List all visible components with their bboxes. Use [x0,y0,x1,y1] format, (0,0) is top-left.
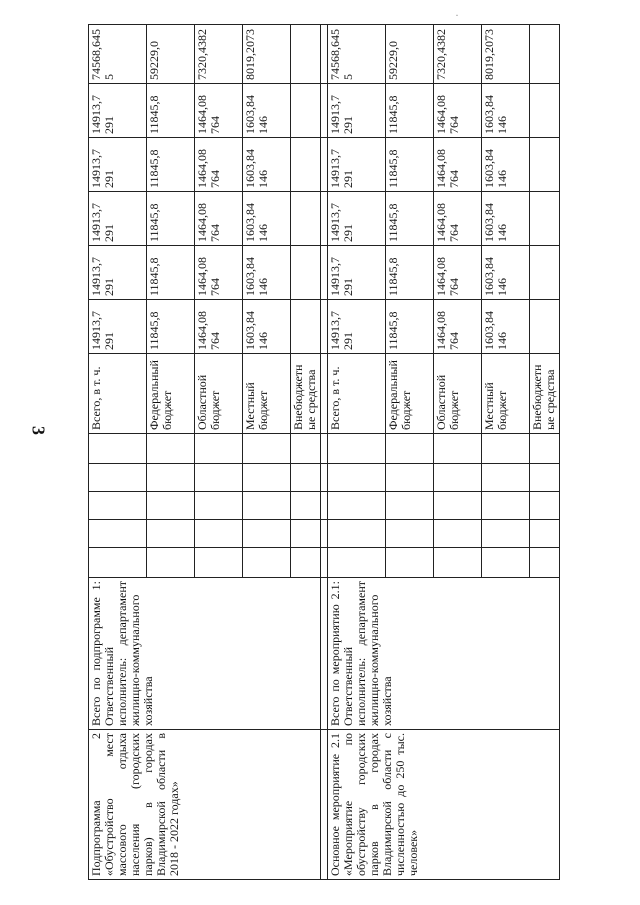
empty-cell [386,548,434,578]
empty-cell [328,464,386,492]
year-value-cell [291,84,321,138]
year-value-cell: 1603,84 146 [243,246,291,300]
empty-cell [482,464,530,492]
empty-cell [530,434,560,464]
empty-cell [386,520,434,548]
funding-source-cell: Всего, в т. ч. [89,354,147,434]
year-value-cell: 1603,84 146 [482,138,530,192]
empty-cell [147,434,195,464]
year-value-cell: 11845,8 [147,138,195,192]
empty-cell [243,548,291,578]
year-value-cell: 14913,7 291 [328,138,386,192]
funding-source-cell: Областной бюджет [195,354,243,434]
empty-cell [434,548,482,578]
year-value-cell: 11845,8 [386,192,434,246]
year-value-cell: 14913,7 291 [89,246,147,300]
total-value-cell: 7320,4382 [434,25,482,84]
responsible-cell: Всего по подпрограмме 1: Ответственный исполнитель: департамент жилищно-коммунального хозяйства [89,578,321,730]
year-value-cell [291,300,321,354]
total-value-cell: 59229,0 [386,25,434,84]
total-value-cell: 74568,6455 [89,25,147,84]
year-value-cell: 1603,84 146 [243,138,291,192]
year-value-cell: 1603,84 146 [482,246,530,300]
empty-cell [147,548,195,578]
empty-cell [530,464,560,492]
year-value-cell: 14913,7 291 [328,84,386,138]
year-value-cell [530,192,560,246]
year-value-cell [530,300,560,354]
empty-cell [291,492,321,520]
empty-cell [89,520,147,548]
empty-cell [530,520,560,548]
scan-mark: · [455,8,459,22]
empty-cell [195,434,243,464]
empty-cell [291,548,321,578]
year-value-cell: 1603,84 146 [482,84,530,138]
year-value-cell: 11845,8 [386,300,434,354]
budget-table [88,24,560,880]
year-value-cell [291,192,321,246]
page-number: 3 [28,426,49,435]
empty-cell [328,492,386,520]
program-name-cell: Основное мероприятие 2.1 «Мероприятие по обустройству городских парков в городах Владимирской области с численностью до 250 тыс. человек» [328,730,560,880]
empty-cell [386,464,434,492]
total-value-cell [530,25,560,84]
empty-cell [291,464,321,492]
funding-source-cell: Местный бюджет [482,354,530,434]
empty-cell [328,434,386,464]
empty-cell [243,464,291,492]
funding-source-cell: Всего, в т. ч. [328,354,386,434]
year-value-cell: 1464,08 764 [195,192,243,246]
year-value-cell: 14913,7 291 [89,138,147,192]
empty-cell [328,548,386,578]
year-value-cell: 1464,08 764 [434,192,482,246]
total-value-cell: 7320,4382 [195,25,243,84]
empty-cell [434,464,482,492]
year-value-cell: 11845,8 [147,192,195,246]
block-separator [321,25,328,880]
table-body [89,25,560,880]
year-value-cell: 14913,7 291 [89,192,147,246]
year-value-cell: 14913,7 291 [328,192,386,246]
funding-source-cell: Внебюджетные средства [291,354,321,434]
year-value-cell: 1603,84 146 [243,192,291,246]
year-value-cell: 1464,08 764 [195,300,243,354]
funding-source-cell: Внебюджетные средства [530,354,560,434]
year-value-cell: 1464,08 764 [434,84,482,138]
empty-cell [530,492,560,520]
funding-source-cell: Федеральный бюджет [386,354,434,434]
total-value-cell: 74568,6455 [328,25,386,84]
empty-cell [147,492,195,520]
table-row [328,25,386,880]
responsible-cell: Всего по мероприятию 2.1: Ответственный исполнитель: департамент жилищно-коммунального хозяйства [328,578,560,730]
program-name-cell: Подпрограмма 2 «Обустройство мест массового отдыха населения (городских парков) в городах Владимирской области в 2018 - 2022 годах» [89,730,321,880]
year-value-cell: 1464,08 764 [434,246,482,300]
year-value-cell: 1464,08 764 [195,84,243,138]
empty-cell [386,434,434,464]
year-value-cell: 11845,8 [386,246,434,300]
empty-cell [147,464,195,492]
year-value-cell: 11845,8 [147,84,195,138]
empty-cell [291,434,321,464]
year-value-cell: 11845,8 [147,300,195,354]
empty-cell [89,548,147,578]
table-row [89,25,147,880]
year-value-cell [291,246,321,300]
total-value-cell: 8019,2073 [482,25,530,84]
funding-source-cell: Федеральный бюджет [147,354,195,434]
year-value-cell [530,246,560,300]
year-value-cell: 1603,84 146 [243,84,291,138]
total-value-cell: 59229,0 [147,25,195,84]
empty-cell [482,434,530,464]
year-value-cell: 1464,08 764 [195,138,243,192]
year-value-cell: 1464,08 764 [434,138,482,192]
year-value-cell: 14913,7 291 [89,300,147,354]
year-value-cell: 1464,08 764 [434,300,482,354]
empty-cell [434,520,482,548]
year-value-cell: 14913,7 291 [328,246,386,300]
empty-cell [195,548,243,578]
empty-cell [89,492,147,520]
year-value-cell [291,138,321,192]
year-value-cell: 1603,84 146 [482,192,530,246]
empty-cell [195,464,243,492]
empty-cell [386,492,434,520]
year-value-cell [530,138,560,192]
empty-cell [291,520,321,548]
empty-cell [243,492,291,520]
empty-cell [328,520,386,548]
year-value-cell: 1464,08 764 [195,246,243,300]
empty-cell [89,464,147,492]
year-value-cell: 14913,7 291 [89,84,147,138]
total-value-cell [291,25,321,84]
funding-source-cell: Местный бюджет [243,354,291,434]
year-value-cell: 1603,84 146 [243,300,291,354]
empty-cell [243,434,291,464]
empty-cell [89,434,147,464]
empty-cell [243,520,291,548]
year-value-cell: 1603,84 146 [482,300,530,354]
rotated-page [88,29,557,880]
total-value-cell: 8019,2073 [243,25,291,84]
year-value-cell: 11845,8 [147,246,195,300]
empty-cell [482,520,530,548]
empty-cell [434,434,482,464]
empty-cell [482,548,530,578]
empty-cell [195,520,243,548]
funding-source-cell: Областной бюджет [434,354,482,434]
year-value-cell [530,84,560,138]
empty-cell [434,492,482,520]
year-value-cell: 11845,8 [386,84,434,138]
empty-cell [530,548,560,578]
empty-cell [195,492,243,520]
year-value-cell: 14913,7 291 [328,300,386,354]
empty-cell [482,492,530,520]
year-value-cell: 11845,8 [386,138,434,192]
empty-cell [147,520,195,548]
